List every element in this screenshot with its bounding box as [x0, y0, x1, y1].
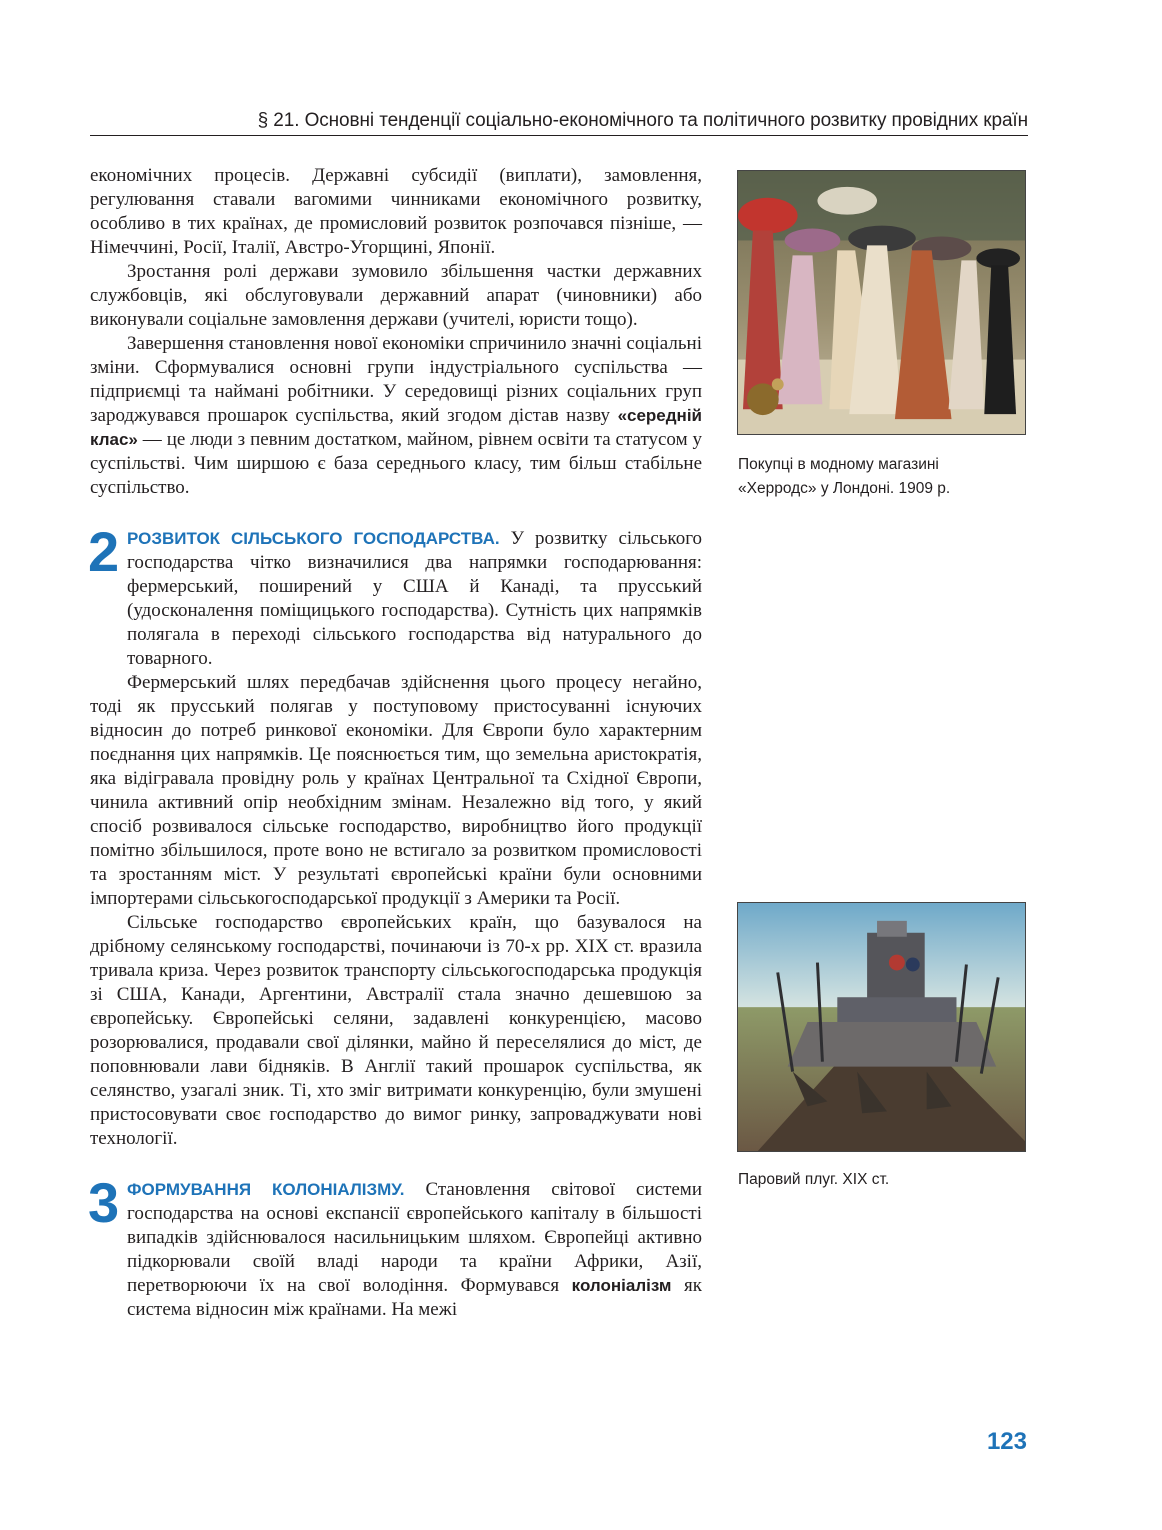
figure-2-caption: Паровий плуг. XIX ст.	[738, 1171, 890, 1188]
paragraph-text: Становлення світової системи господарства на основі експансії європейського капіталу в більшості випадків здійснювалося насильницьким шляхом. Європейці активно підкорювали своїй владі народи та країни Африки, Азії, перетворюючи їх на свої володіння. Формувався	[127, 1179, 702, 1296]
figure-1-caption	[738, 453, 1028, 501]
section-number: 2	[88, 520, 120, 583]
running-header	[90, 106, 1028, 136]
steam-plough-illustration	[737, 902, 1026, 1152]
paragraph-text: — це люди з певним достатком, майном, рівнем освіти та статусом у суспільстві. Чим ширшою є база середнього класу, тим більш стабільне суспільство.	[90, 429, 702, 498]
caption-line: «Херродс» у Лондоні. 1909 р.	[738, 480, 951, 497]
paragraph-text: Завершення становлення нової економіки спричинило значні соціальні зміни. Сформувалися основні групи індустріального суспільства — підприємці та наймані робітники. У середовищі різних соціальних груп зароджувався прошарок суспільства, який згодом дістав назву	[90, 333, 702, 426]
section-title: РОЗВИТОК СІЛЬСЬКОГО ГОСПОДАРСТВА.	[127, 529, 500, 548]
running-title: § 21. Основні тенденції соціально-економічного та політичного розвитку провідних країн	[257, 110, 1028, 131]
paragraph-intro-1: економічних процесів. Державні субсидії (виплати), замовлення, регулювання ставали вагомими чинниками економічного розвитку, особливо в тих країнах, де промисловий розвиток розпочався пізніше, — Німеччині, Росії, Італії, Австро-Угорщині, Японії.	[90, 165, 702, 258]
paragraph-text: У розвитку сільського господарства чітко визначилися два напрямки господарювання: фермерський, поширений у США й Канаді, та прусський (удосконалення поміщицького господарства). Сутність цих напрямків полягала в переході сільського господарства від натурального до товарного.	[127, 528, 703, 669]
section-3	[88, 1171, 702, 1322]
paragraph-intro-3	[90, 332, 702, 500]
term-colonialism: колоніалізм	[571, 1276, 672, 1295]
section-2-first-paragraph	[90, 527, 702, 671]
paragraph-intro-2: Зростання ролі держави зумовило збільшення частки державних службовців, які обслуговували державний апарат (чиновники) або виконували соціальне замовлення держави (учителі, юристи тощо).	[90, 261, 702, 330]
section-title: ФОРМУВАННЯ КОЛОНІАЛІЗМУ.	[127, 1180, 405, 1199]
section-2-paragraph: Сільське господарство європейських країн, що базувалося на дрібному селянському господарстві, починаючи із 70-х рр. XIX ст. вразила тривала криза. Через розвиток транспорту сільськогосподарська продукція зі США, Канади, Аргентини, Австралії стала значно дешевшою за європейську. Європейські селяни, задавлені конкуренцією, масово розорювалися, продавали свої ділянки, майно й переселялися до міст, де поповнювали лави бідняків. В Англії такий прошарок суспільства, як селянство, узагалі зник. Ті, хто зміг витримати конкуренцію, були змушені пристосовувати своє господарство до вимог ринку, запроваджувати нові технології.	[90, 912, 702, 1149]
section-2	[88, 520, 703, 1151]
section-2-paragraph: Фермерський шлях передбачав здійснення цього процесу негайно, тоді як прусський полягав у поступовому пристосуванні існуючих відносин до потреб ринкової економіки. Для Європи було характерним поєднання цих напрямків. Це пояснюється тим, що земельна аристократія, яка відігравала провідну роль у країнах Центральної та Східної Європи, чинила активний опір необхідним змінам. Незалежно від того, у який спосіб розвивалося сільське господарство, виробництво його продукції помітно збільшилося, проте воно не встигало за розвитком промисловості та зростанням міст. У результаті європейські країни були основними імпортерами сільськогосподарської продукції з Америки та Росії.	[90, 672, 702, 909]
page-number: 123	[986, 1428, 1027, 1455]
paragraph-text: як система відносин між країнами. На межі	[127, 1275, 702, 1320]
term-middle-class: «середній клас»	[90, 406, 702, 449]
section-3-first-paragraph	[90, 1178, 702, 1322]
section-number: 3	[88, 1171, 120, 1234]
caption-line: Покупці в модному магазині	[738, 456, 939, 473]
main-text-column	[90, 164, 702, 1322]
harrods-shoppers-illustration	[737, 170, 1026, 435]
